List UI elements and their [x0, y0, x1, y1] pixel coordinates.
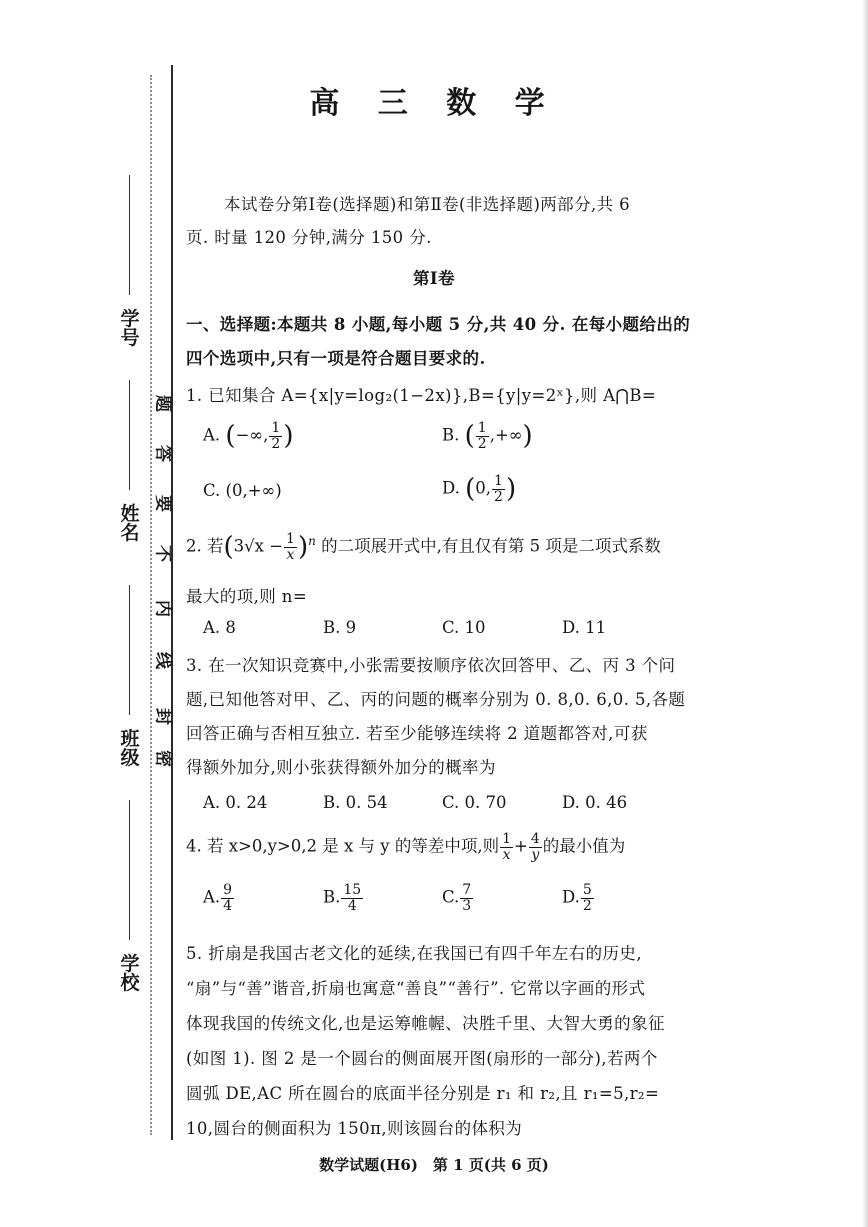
- paren: (: [225, 421, 236, 452]
- numerator: 1: [271, 420, 281, 436]
- question-2-option-b: B. 9: [323, 618, 357, 637]
- option-letter: A.: [203, 425, 221, 445]
- question-1-option-c: C. (0,+∞): [203, 481, 282, 500]
- option-letter: D.: [442, 478, 460, 498]
- question-3-line-4: 得额外加分,则小张获得额外加分的概率为: [186, 758, 496, 777]
- option-letter: A.: [203, 887, 221, 907]
- seal-char: 线: [152, 652, 173, 669]
- seal-char: 答: [152, 445, 173, 462]
- fraction: [341, 883, 363, 913]
- paren: (: [465, 474, 476, 505]
- question-2-suffix: 的二项展开式中,有且仅有第 5 项是二项式系数: [321, 536, 661, 556]
- option-value: 0,: [475, 478, 492, 498]
- numerator: 4: [530, 831, 540, 847]
- fraction: [581, 883, 594, 913]
- question-2-option-a: A. 8: [203, 618, 236, 637]
- page-title: 高 三 数 学: [309, 86, 559, 121]
- numerator: 15: [343, 882, 362, 898]
- fraction: [460, 883, 473, 913]
- fraction: [269, 421, 282, 451]
- question-2-prefix: 2. 若: [186, 536, 224, 556]
- question-2-option-d: D. 11: [562, 618, 607, 637]
- intro-line-2: 页. 时量 120 分钟,满分 150 分.: [186, 228, 432, 247]
- plus-sign: +: [514, 836, 528, 856]
- scan-edge-shadow: [862, 0, 868, 1227]
- paren: (: [464, 421, 475, 452]
- paren: ): [283, 421, 294, 452]
- denominator: 3: [462, 897, 472, 914]
- question-4-option-a: [203, 883, 235, 913]
- fraction: [476, 421, 489, 451]
- name-label: 姓 名: [120, 503, 140, 544]
- question-4-option-d: [562, 883, 595, 913]
- class-blank: [129, 585, 130, 715]
- question-3-line-1: 3. 在一次知识竞赛中,小张需要按顺序依次回答甲、乙、丙 3 个问: [186, 656, 676, 675]
- numerator: 9: [223, 882, 233, 898]
- part-1-heading: 第Ⅰ卷: [413, 269, 455, 288]
- fraction: [221, 883, 234, 913]
- paren: ): [522, 421, 533, 452]
- seal-char: 内: [152, 600, 173, 617]
- denominator: 2: [271, 435, 281, 452]
- question-4-option-c: [442, 883, 474, 913]
- seal-char: 密: [152, 750, 173, 767]
- section-1-line-1: 一、选择题:本题共 8 小题,每小题 5 分,共 40 分. 在每小题给出的: [186, 315, 691, 334]
- question-3-option-c: C. 0. 70: [442, 793, 507, 812]
- question-3-line-2: 题,已知他答对甲、乙、丙的问题的概率分别为 0. 8,0. 6,0. 5,各题: [186, 690, 686, 709]
- option-letter: D.: [562, 887, 580, 907]
- name-blank: [129, 380, 130, 490]
- exponent: n: [308, 534, 316, 549]
- question-1-option-d: [442, 474, 516, 504]
- option-value: −∞,: [235, 425, 269, 445]
- question-5-line-5: 圆弧 DE,AC 所在圆台的底面半径分别是 r₁ 和 r₂,且 r₁=5,r₂=: [186, 1084, 660, 1103]
- question-5-line-2: “扇”与“善”谐音,折扇也寓意“善良”“善行”. 它常以字画的形式: [186, 979, 646, 998]
- seal-char: 要: [152, 495, 173, 512]
- question-1-option-a: [203, 421, 293, 451]
- option-letter: B.: [323, 887, 341, 907]
- denominator: 2: [582, 897, 592, 914]
- question-5-line-4: (如图 1). 图 2 是一个圆台的侧面展开图(扇形的一部分),若两个: [186, 1049, 658, 1068]
- question-4-suffix: 的最小值为: [542, 836, 626, 856]
- numerator: 1: [494, 473, 503, 489]
- seal-char: 封: [152, 708, 173, 725]
- seal-char: 不: [152, 545, 173, 562]
- fraction: [492, 474, 505, 504]
- seal-char: 题: [152, 395, 173, 412]
- denominator: 4: [223, 897, 233, 914]
- denominator: y: [531, 846, 540, 863]
- fraction: [284, 532, 297, 562]
- numerator: 7: [462, 882, 472, 898]
- page-footer: 数学试题(H6) 第 1 页(共 6 页): [319, 1156, 549, 1174]
- question-2-line-2: 最大的项,则 n=: [186, 587, 308, 606]
- denominator: 4: [347, 897, 357, 914]
- option-letter: B.: [442, 425, 460, 445]
- numerator: 1: [502, 831, 512, 847]
- radical-term: 3√x −: [233, 536, 284, 556]
- question-5-line-1: 5. 折扇是我国古老文化的延续,在我国已有四千年左右的历史,: [186, 944, 642, 963]
- option-letter: C.: [442, 887, 460, 907]
- student-number-label: 学 号: [120, 308, 140, 349]
- question-3-option-a: A. 0. 24: [203, 793, 268, 812]
- numerator: 1: [286, 531, 295, 547]
- fraction: [500, 832, 513, 862]
- numerator: 1: [477, 420, 487, 436]
- paren: ): [505, 474, 517, 505]
- denominator: x: [502, 846, 511, 863]
- denominator: 2: [494, 488, 503, 505]
- paren: (: [223, 532, 234, 563]
- question-5-line-6: 10,圆台的侧面积为 150π,则该圆台的体积为: [186, 1119, 523, 1138]
- denominator: 2: [477, 435, 487, 452]
- section-1-line-2: 四个选项中,只有一项是符合题目要求的.: [186, 349, 486, 368]
- denominator: x: [286, 546, 295, 563]
- question-3-option-d: D. 0. 46: [562, 793, 628, 812]
- school-blank: [129, 800, 130, 940]
- question-1-option-b: [442, 421, 533, 451]
- question-5-line-3: 体现我国的传统文化,也是运筹帷幄、决胜千里、大智大勇的象征: [186, 1014, 665, 1033]
- paren: ): [297, 532, 309, 563]
- question-2-option-c: C. 10: [442, 618, 486, 637]
- question-3-option-b: B. 0. 54: [323, 793, 388, 812]
- numerator: 5: [582, 882, 592, 898]
- school-label: 学 校: [120, 953, 140, 994]
- class-label: 班 级: [120, 728, 140, 769]
- question-4-prefix: 4. 若 x>0,y>0,2 是 x 与 y 的等差中项,则: [186, 836, 500, 856]
- question-3-line-3: 回答正确与否相互独立. 若至少能够连续将 2 道题都答对,可获: [186, 724, 648, 743]
- fraction: [529, 832, 542, 862]
- question-4-stem: [186, 832, 625, 862]
- question-1-stem: 1. 已知集合 A={x|y=log₂(1−2x)},B={y|y=2ˣ},则 A⋂B=: [186, 386, 657, 405]
- question-2-stem: [186, 532, 661, 562]
- option-value: ,+∞: [489, 425, 523, 445]
- intro-line-1: 本试卷分第Ⅰ卷(选择题)和第Ⅱ卷(非选择题)两部分,共 6: [224, 195, 631, 214]
- question-4-option-b: [323, 883, 364, 913]
